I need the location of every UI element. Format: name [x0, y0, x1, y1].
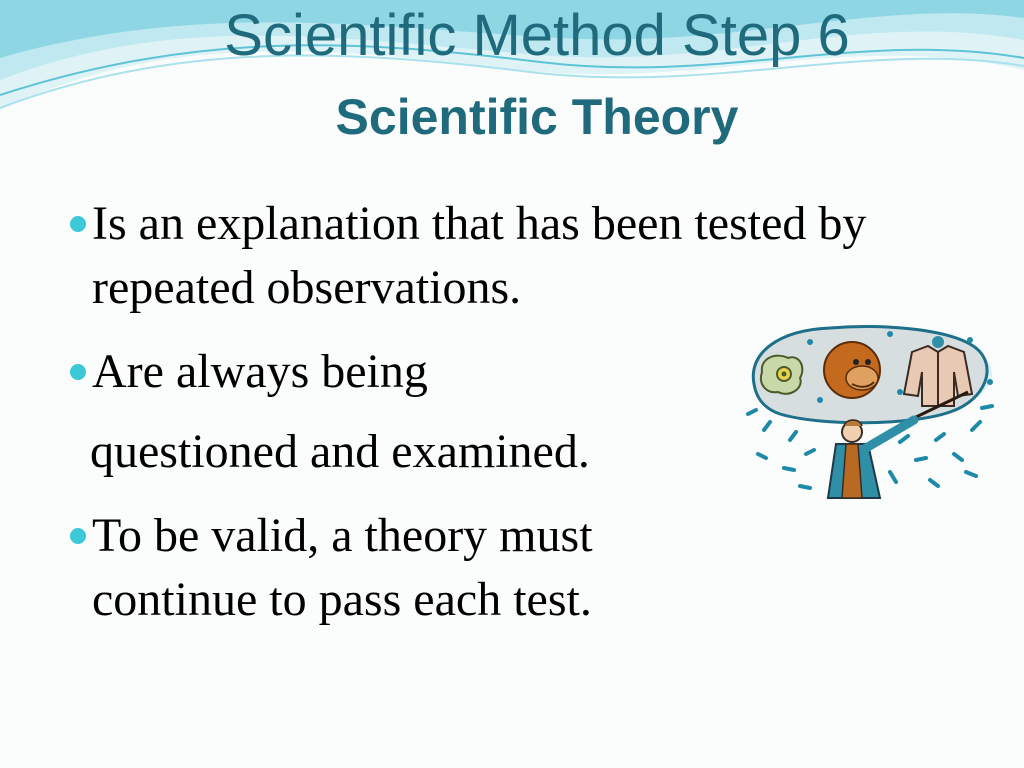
bullet-dot-icon: [70, 364, 86, 380]
scientist-presenting-evolution-clipart-icon: [740, 322, 1002, 506]
bullet-item: [64, 192, 912, 320]
bullet-dot-icon: [70, 216, 86, 232]
slide-title: Scientific Method Step 6: [224, 3, 850, 68]
bullet-item: [64, 504, 732, 632]
bullet-continuation-text: questioned and examined.: [90, 425, 590, 478]
bullet-text: Are always being: [92, 345, 428, 398]
bullet-text: Is an explanation that has been tested by repeated observations.: [92, 197, 867, 314]
bullet-item: [64, 340, 732, 404]
slide-subtitle: Scientific Theory: [335, 89, 739, 145]
bullet-dot-icon: [70, 528, 86, 544]
bullet-text: To be valid, a theory must continue to pass each test.: [92, 509, 593, 626]
